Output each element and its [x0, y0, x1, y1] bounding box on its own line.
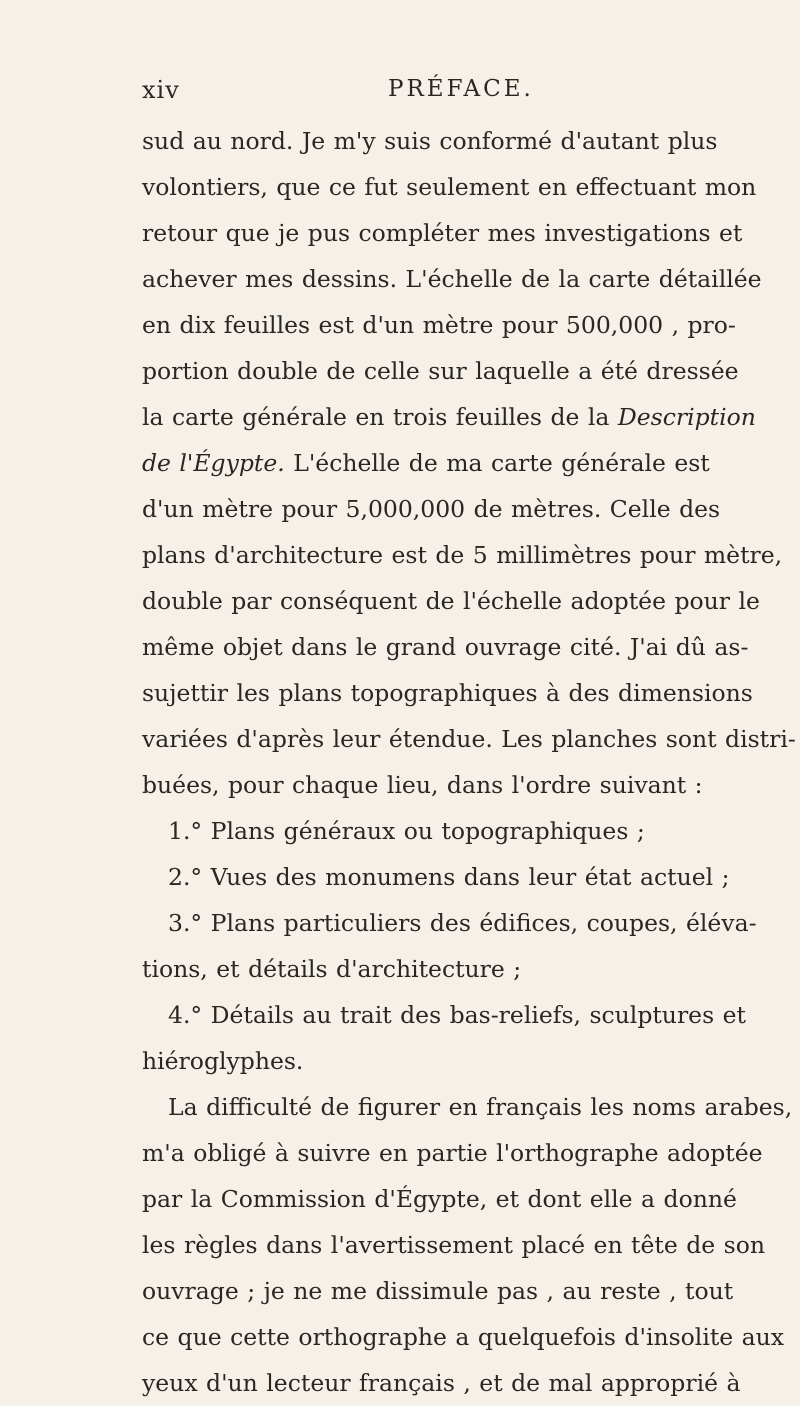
text-segment: L'échelle de ma carte générale est	[293, 449, 710, 477]
text-line: retour que je pus compléter mes investigations et	[142, 219, 743, 247]
text-line: tions, et détails d'architecture ;	[142, 955, 522, 983]
text-line: m'a obligé à suivre en partie l'orthographe adoptée	[142, 1139, 763, 1167]
list-item: 3.° Plans particuliers des édifices, coupes, éléva-	[168, 909, 757, 937]
text-line: double par conséquent de l'échelle adoptée pour le	[142, 587, 760, 615]
text-line: en dix feuilles est d'un mètre pour 500,000 , pro-	[142, 311, 736, 339]
text-line: plans d'architecture est de 5 millimètres pour mètre,	[142, 541, 783, 569]
text-line: d'un mètre pour 5,000,000 de mètres. Celle des	[142, 495, 721, 523]
text-line: les règles dans l'avertissement placé en tête de son	[142, 1231, 765, 1259]
list-item: 4.° Détails au trait des bas-reliefs, sculptures et	[168, 1001, 746, 1029]
page-number: xiv	[142, 76, 180, 104]
list-item: 2.° Vues des monumens dans leur état actuel ;	[168, 863, 730, 891]
italic-title: de l'Égypte.	[142, 449, 285, 477]
paragraph-start: La difficulté de figurer en français les noms arabes,	[168, 1093, 793, 1121]
running-head	[140, 76, 668, 110]
running-title: PRÉFACE.	[388, 76, 534, 102]
italic-title: Description	[617, 403, 756, 431]
text-line: buées, pour chaque lieu, dans l'ordre suivant :	[142, 771, 703, 799]
text-line: même objet dans le grand ouvrage cité. J'ai dû as-	[142, 633, 749, 661]
text-line	[142, 394, 756, 440]
text-line: ouvrage ; je ne me dissimule pas , au reste , tout	[142, 1277, 734, 1305]
text-line: hiéroglyphes.	[142, 1047, 304, 1075]
body-text	[142, 118, 796, 1406]
text-line: yeux d'un lecteur français , et de mal approprié à	[142, 1369, 741, 1397]
list-item: 1.° Plans généraux ou topographiques ;	[168, 817, 645, 845]
text-line: achever mes dessins. L'échelle de la carte détaillée	[142, 265, 762, 293]
text-line: ce que cette orthographe a quelquefois d'insolite aux	[142, 1323, 785, 1351]
text-line: volontiers, que ce fut seulement en effectuant mon	[142, 173, 757, 201]
text-segment: la carte générale en trois feuilles de la	[142, 403, 610, 431]
text-line: sud au nord. Je m'y suis conformé d'autant plus	[142, 127, 718, 155]
text-line: variées d'après leur étendue. Les planches sont distri-	[142, 725, 796, 753]
text-line	[142, 440, 710, 486]
text-line: sujettir les plans topographiques à des dimensions	[142, 679, 753, 707]
text-line: portion double de celle sur laquelle a été dressée	[142, 357, 739, 385]
text-line: par la Commission d'Égypte, et dont elle a donné	[142, 1185, 737, 1213]
